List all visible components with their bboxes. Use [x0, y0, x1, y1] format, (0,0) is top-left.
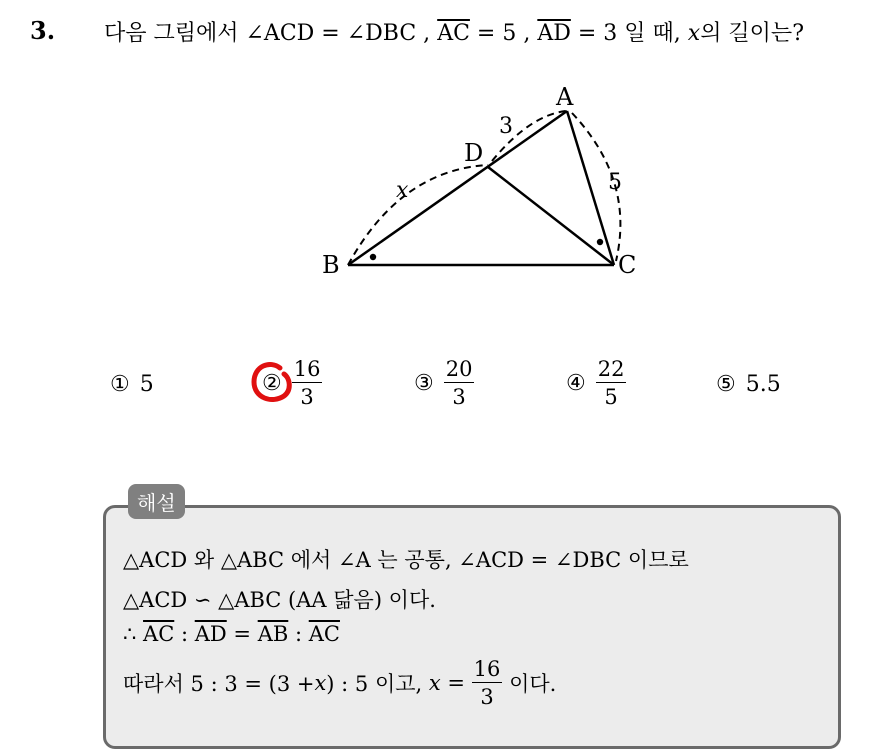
choice-4-den: 5 [604, 385, 618, 410]
ratio-equals: = [226, 622, 258, 646]
line4-x: x [314, 671, 327, 696]
choice-5[interactable] [716, 372, 781, 397]
choice-4-fraction [596, 358, 627, 408]
label-len-bd: x [396, 178, 409, 203]
variable-x: x [687, 21, 701, 46]
question-number: 3. [30, 16, 56, 45]
choice-3-mark: ③ [414, 370, 434, 396]
ad-value: = 3 일 때, [570, 21, 688, 46]
angle-dot-b [370, 254, 376, 260]
question-prefix: 다음 그림에서 [104, 21, 246, 46]
segment-ac: $\overline{AC}$ [437, 21, 470, 46]
sol-seg-ac-2: $\overline{AC}$ [308, 622, 340, 646]
choice-1-value: 5 [139, 372, 154, 397]
line4-mid: ) : 5 이고, [326, 672, 429, 697]
label-d: D [464, 139, 484, 167]
answer-fraction [472, 658, 503, 708]
choice-1[interactable] [110, 372, 154, 397]
therefore: ∴ [123, 622, 144, 646]
ratio-colon: : [174, 622, 195, 646]
choice-3-num: 20 [444, 358, 475, 383]
label-c: C [618, 251, 637, 279]
choice-2-den: 3 [300, 385, 314, 410]
choice-2-num: 16 [292, 358, 323, 383]
answer-den: 3 [480, 685, 494, 710]
solution-line-3 [123, 622, 340, 646]
angle-condition: ∠ACD = ∠DBC , [245, 21, 438, 46]
line4-eq: = [440, 671, 472, 696]
solution-tag: 해설 [128, 484, 185, 519]
solution-line-2: △ACD ∽ △ABC (AA 닮음) 이다. [123, 588, 436, 612]
choice-5-value: 5.5 [745, 372, 781, 397]
choice-4[interactable] [566, 358, 626, 408]
sol-seg-ac: $\overline{AC}$ [143, 622, 175, 646]
triangle-figure [310, 85, 670, 285]
selection-circle-mark [250, 358, 294, 406]
line4-x2: x [428, 671, 441, 696]
solution-line-1: △ACD 와 △ABC 에서 ∠A 는 공통, ∠ACD = ∠DBC 이므로 [123, 548, 689, 572]
sol-seg-ab: $\overline{AB}$ [257, 622, 289, 646]
question-suffix: 의 길이는? [700, 21, 804, 46]
label-len-ad: 3 [499, 114, 513, 139]
choice-4-num: 22 [596, 358, 627, 383]
line-ba [348, 111, 567, 265]
choice-3[interactable] [414, 358, 474, 408]
label-len-ac: 5 [608, 170, 622, 195]
ac-value: = 5 , [469, 21, 538, 46]
label-a: A [556, 85, 574, 111]
ratio-colon-2: : [288, 622, 309, 646]
choice-2-fraction [292, 358, 323, 408]
choice-4-mark: ④ [566, 370, 586, 396]
choice-3-den: 3 [452, 385, 466, 410]
solution-line-4 [123, 658, 556, 708]
segment-ad: $\overline{AD}$ [537, 21, 571, 46]
choice-1-mark: ① [110, 372, 130, 397]
angle-dot-c [597, 239, 603, 245]
line4-suffix: 이다. [502, 672, 557, 697]
line-dc [488, 167, 614, 265]
choice-2-mark: ② [262, 370, 282, 396]
choice-3-fraction [444, 358, 475, 408]
line4-prefix: 따라서 5 : 3 = (3 + [123, 672, 315, 697]
sol-seg-ad: $\overline{AD}$ [194, 622, 227, 646]
choice-5-mark: ⑤ [716, 372, 736, 397]
answer-num: 16 [472, 658, 503, 683]
question-text [104, 16, 804, 47]
label-b: B [322, 251, 340, 279]
